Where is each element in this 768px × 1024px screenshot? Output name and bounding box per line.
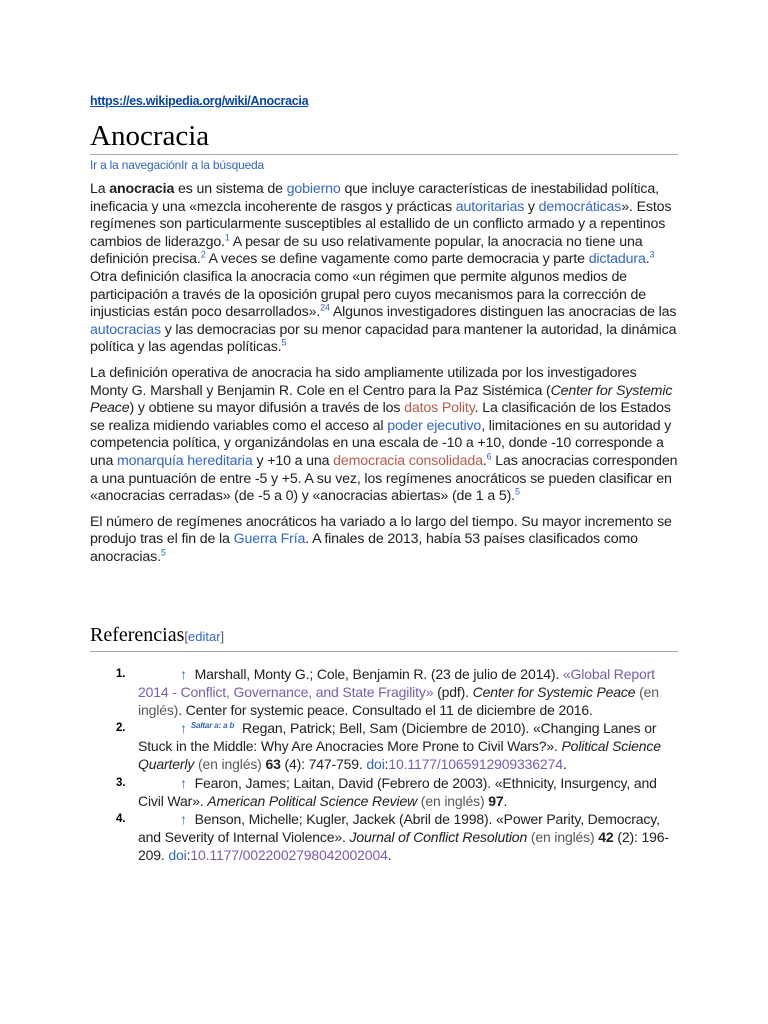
- heading-text: Referencias: [90, 624, 185, 646]
- text: A pesar de su uso relativamente popular, la anocracia no tiene una definición precisa.: [90, 233, 643, 268]
- citation-6[interactable]: 6: [486, 451, 492, 462]
- text: La definición operativa de anocracia ha sido ampliamente utilizada por los investigadores Monty G. Marshall y Benjamin R. Cole en el Centro para la Paz Sistémica (: [90, 364, 637, 399]
- text: El número de regímenes anocráticos ha variado a lo largo del tiempo. Su mayor incremento se produjo tras el fin de la: [90, 513, 672, 548]
- text: . A finales de 2013, había 53 países clasificados como anocracias.: [90, 531, 638, 565]
- doi-label-link[interactable]: doi: [168, 846, 187, 863]
- edit-link[interactable]: editar: [188, 629, 221, 644]
- citation-1[interactable]: 1: [224, 232, 230, 243]
- text: Fearon, James; Laitan, David (Febrero de 2003). «Ethnicity, Insurgency, and Civil War».: [138, 774, 657, 809]
- link-gobierno[interactable]: gobierno: [286, 181, 341, 197]
- edit-section: [184, 629, 224, 644]
- link-democracia-consolidada[interactable]: democracia consolidada: [333, 452, 483, 469]
- text: La: [90, 181, 110, 197]
- doi-link[interactable]: 10.1177/0022002798042002004: [190, 846, 388, 863]
- reference-item: [90, 720, 678, 773]
- text: (4): 747-759.: [280, 755, 367, 772]
- citation-5[interactable]: 5: [160, 547, 166, 558]
- journal-name: Political Science Quarterly: [138, 738, 661, 772]
- citation-2[interactable]: 2: [200, 249, 206, 260]
- journal-name: Journal of Conflict Resolution: [349, 829, 528, 846]
- doi-label-link[interactable]: doi: [366, 755, 385, 772]
- references-list: [90, 666, 678, 866]
- reference-number: 2.: [116, 722, 126, 735]
- link-poder-ejecutivo[interactable]: poder ejecutivo: [387, 417, 482, 434]
- volume: 97: [488, 792, 504, 809]
- language-note: (en inglés): [138, 683, 659, 718]
- back-arrow-icon[interactable]: ↑: [180, 720, 187, 737]
- link-datos-polity[interactable]: datos Polity: [404, 400, 475, 417]
- bracket: ]: [220, 629, 225, 644]
- text: (pdf).: [433, 683, 473, 700]
- references-heading: [90, 621, 678, 652]
- text: Las anocracias corresponden a una puntuación de entre -5 y +5. A su vez, los regímenes anocráticos se pueden clasificar en «anocracias cerradas» (de -5 a 0) y «anocracias abiertas» (de 1 a 5).: [90, 452, 678, 505]
- italic-text: Center for Systemic Peace: [90, 382, 673, 417]
- link-monarquia-hereditaria[interactable]: monarquía hereditaria: [117, 452, 253, 469]
- text: es un sistema de: [174, 181, 287, 197]
- language-note: (en inglés): [194, 755, 266, 772]
- reference-number: 4.: [116, 813, 126, 826]
- citation-5[interactable]: 5: [514, 486, 520, 497]
- jump-links[interactable]: Ir a la navegaciónIr a la búsqueda: [90, 158, 264, 172]
- text: (2): 196-209.: [138, 829, 669, 863]
- text: .: [503, 792, 508, 809]
- source-url-link[interactable]: https://es.wikipedia.org/wiki/Anocracia: [90, 94, 309, 108]
- text: ) y obtiene su mayor difusión a través de los: [129, 400, 405, 417]
- paragraph-history: [90, 514, 678, 567]
- citation-5[interactable]: 5: [281, 337, 287, 348]
- jump-back-links[interactable]: Saltar a: a b: [190, 720, 235, 730]
- volume: 63: [265, 755, 281, 772]
- text: .: [562, 755, 567, 772]
- term-bold: anocracia: [109, 181, 175, 197]
- reference-item: [90, 666, 678, 719]
- citation-24[interactable]: 24: [320, 302, 330, 313]
- bracket: [: [184, 629, 189, 644]
- reference-item: [90, 811, 678, 864]
- reference-number: 3.: [116, 776, 126, 789]
- text: Benson, Michelle; Kugler, Jackek (Abril de 1998). «Power Parity, Democracy, and Severity of Internal Violence».: [138, 811, 660, 846]
- journal-name: American Political Science Review: [207, 792, 418, 809]
- text: , limitaciones en su autoridad y competencia política, y organizándolas en una escala de -10 a +10, donde -10 corresponde a una: [90, 417, 672, 469]
- citation-3[interactable]: 3: [649, 249, 655, 260]
- text: . Center for systemic peace. Consultado el 11 de diciembre de 2016.: [178, 701, 593, 718]
- paragraph-intro: [90, 181, 678, 357]
- doi-link[interactable]: 10.1177/1065912909336274: [388, 755, 563, 772]
- paragraph-definition: [90, 365, 678, 506]
- link-autoritarias[interactable]: autoritarias: [455, 198, 525, 215]
- page-title: Anocracia: [90, 118, 678, 155]
- reference-number: 1.: [116, 668, 126, 680]
- reference-item: [90, 775, 678, 811]
- link-guerra-fria[interactable]: Guerra Fría: [233, 531, 306, 548]
- text: A veces se define vagamente como parte democracia y parte: [205, 251, 589, 268]
- text: .: [645, 251, 650, 268]
- text: .: [387, 846, 392, 863]
- text: y +10 a una: [252, 452, 334, 469]
- volume: 42: [598, 829, 614, 846]
- link-dictadura[interactable]: dictadura: [588, 251, 646, 268]
- back-arrow-icon[interactable]: ↑: [180, 666, 187, 682]
- link-democraticas[interactable]: democráticas: [538, 198, 622, 215]
- back-arrow-icon[interactable]: ↑: [180, 774, 187, 791]
- text: Otra definición clasifica la anocracia como «un régimen que permite algunos medios de participación a través de la oposición grupal pero cuyos mecanismos para la corrección de injusticias están poco desarrollados».: [90, 268, 647, 321]
- back-arrow-icon[interactable]: ↑: [180, 811, 187, 828]
- publisher: Center for Systemic Peace: [472, 683, 636, 700]
- article-body: [90, 181, 678, 574]
- text: Regan, Patrick; Bell, Sam (Diciembre de 2010). «Changing Lanes or Stuck in the Middle: Why Are Anocracies More Prone to Civil Wars?».: [138, 720, 657, 755]
- text: :: [186, 846, 191, 863]
- text: Algunos investigadores distinguen las anocracias de las: [329, 304, 677, 321]
- language-note: (en inglés): [527, 829, 599, 846]
- reference-title-link[interactable]: «Global Report 2014 - Conflict, Governance, and State Fragility»: [138, 666, 655, 700]
- text: .: [482, 452, 487, 469]
- language-note: (en inglés): [417, 792, 489, 809]
- text: y: [524, 198, 539, 215]
- link-autocracias[interactable]: autocracias: [90, 321, 161, 338]
- text: que incluye características de inestabilidad política, ineficacia y una «mezcla incoherente de rasgos y prácticas: [90, 181, 659, 215]
- text: Marshall, Monty G.; Cole, Benjamin R. (23 de julio de 2014).: [190, 666, 563, 682]
- text: y las democracias por su menor capacidad para mantener la autoridad, la dinámica política y las agendas políticas.: [90, 321, 677, 356]
- text: . La clasificación de los Estados se realiza midiendo variables como el acceso al: [90, 400, 671, 434]
- text: :: [384, 755, 389, 772]
- text: ». Estos regímenes son particularmente susceptibles al estallido de un conflicto armado y a repentinos cambios de liderazgo.: [90, 198, 672, 250]
